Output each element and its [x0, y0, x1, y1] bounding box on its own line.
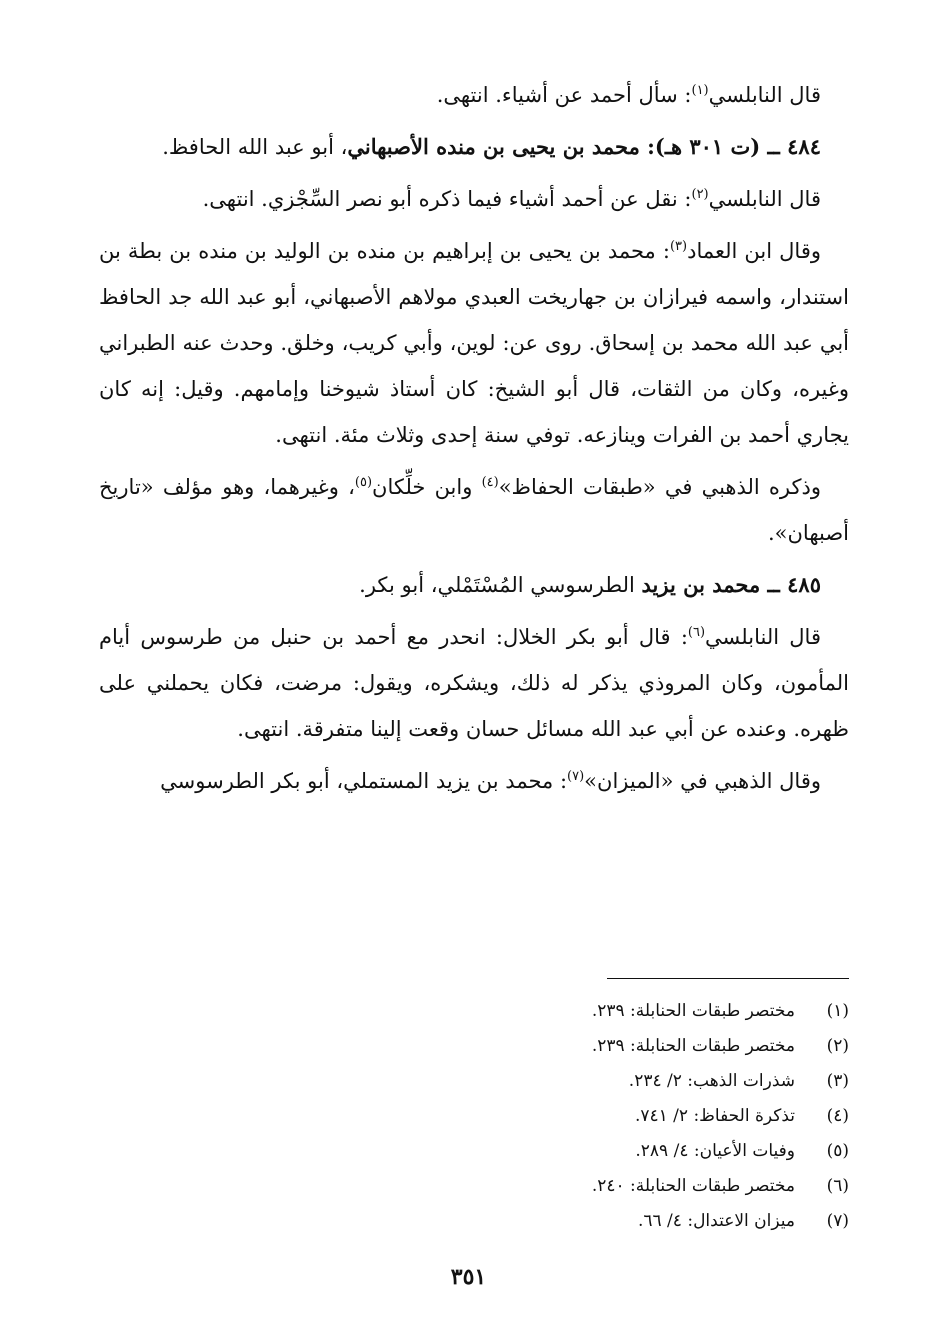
footnote-ref: (٥): [354, 475, 373, 490]
paragraph-p8: [99, 758, 849, 804]
paragraph-p3: [99, 176, 849, 222]
paragraph-text: قال النابلسي: [708, 83, 821, 107]
footnote-divider: [607, 978, 849, 979]
paragraph-text: قال النابلسي: [708, 187, 821, 211]
footnote-item: [329, 1099, 849, 1134]
paragraph-text: : نقل عن أحمد أشياء فيما ذكره أبو نصر السِّجْزي. انتهى.: [202, 187, 692, 211]
footnote-text: شذرات الذهب: ٢/ ٢٣٤.: [628, 1071, 795, 1091]
paragraph-p5: [99, 464, 849, 556]
footnote-item: [329, 1134, 849, 1169]
footnote-number: (٣): [826, 1071, 849, 1091]
footnote-item: [329, 1204, 849, 1239]
footnote-ref: (٢): [691, 187, 709, 202]
footnote-number: (٥): [826, 1141, 849, 1161]
paragraph-text: ، أبو عبد الله الحافظ.: [162, 135, 348, 159]
paragraph-p7: [99, 614, 849, 752]
footnote-item: [329, 1169, 849, 1204]
footnote-number: (٢): [826, 1036, 849, 1056]
entry-heading: ٤٨٥ ــ محمد بن يزيد: [641, 572, 821, 597]
footnote-ref: (٤): [481, 475, 499, 490]
paragraph-p6: [99, 562, 849, 608]
main-text: [99, 72, 849, 810]
footnote-text: ميزان الاعتدال: ٤/ ٦٦.: [637, 1211, 795, 1231]
footnote-item: [329, 1029, 849, 1064]
footnote-ref: (٦): [687, 625, 706, 640]
footnote-number: (٧): [826, 1211, 849, 1231]
footnote-text: تذكرة الحفاظ: ٢/ ٧٤١.: [634, 1106, 795, 1126]
entry-heading: ٤٨٤ ــ (ت ٣٠١ هـ): محمد بن يحيى بن منده الأصبهاني: [347, 134, 821, 159]
footnotes-list: [329, 994, 849, 1239]
paragraph-p4: [99, 228, 849, 458]
footnote-number: (٦): [826, 1176, 849, 1196]
paragraph-text: وذكره الذهبي في «طبقات الحفاظ»: [498, 475, 821, 499]
footnote-text: مختصر طبقات الحنابلة: ٢٣٩.: [591, 1001, 795, 1021]
paragraph-text: وابن خلِّكان: [372, 475, 482, 499]
paragraph-text: وقال الذهبي في «الميزان»: [584, 769, 821, 793]
paragraph-text: قال النابلسي: [705, 625, 821, 649]
paragraph-p2: [99, 124, 849, 170]
footnote-item: [329, 1064, 849, 1099]
footnote-number: (١): [826, 1001, 849, 1021]
paragraph-text: : محمد بن يزيد المستملي، أبو بكر الطرسوسي: [160, 769, 568, 793]
footnote-number: (٤): [826, 1106, 849, 1126]
footnote-text: مختصر طبقات الحنابلة: ٢٤٠.: [591, 1176, 795, 1196]
page-number: ٣٥١: [450, 1264, 487, 1290]
paragraph-text: : محمد بن يحيى بن إبراهيم بن منده بن الوليد بن منده بن بطة بن استندار، واسمه فيرازان بن جهاريخت العبدي مولاهم الأصبهاني، أبو عبد الله جد الحافظ أبي عبد الله محمد بن إسحاق. روى عن: لوين، وأبي كريب، وخلق. وحدث عنه الطبراني وغيره، وكان من الثقات، قال أبو الشيخ: كان أستاذ شيوخنا وإمامهم. وقيل: إنه كان يجاري أحمد بن الفرات وينازعه. توفي سنة إحدى وثلاث مئة. انتهى.: [99, 239, 849, 447]
paragraph-text: وقال ابن العماد: [687, 239, 822, 263]
paragraph-text: الطرسوسي المُسْتَمْلي، أبو بكر.: [359, 573, 642, 597]
paragraph-text: : قال أبو بكر الخلال: انحدر مع أحمد بن حنبل من طرسوس أيام المأمون، وكان المروذي يذكر له ذلك، ويشكره، ويقول: مرضت، فكان يحملني على ظهره. وعنده عن أبي عبد الله مسائل حسان وقعت إلينا متفرقة. انتهى.: [99, 625, 849, 741]
paragraph-p1: [99, 72, 849, 118]
footnote-ref: (٣): [669, 239, 688, 254]
footnote-item: [329, 994, 849, 1029]
paragraph-text: ، وغيرهما، وهو مؤلف «تاريخ أصبهان».: [99, 475, 849, 545]
footnote-text: وفيات الأعيان: ٤/ ٢٨٩.: [635, 1141, 795, 1161]
footnote-ref: (١): [691, 83, 709, 98]
footnote-text: مختصر طبقات الحنابلة: ٢٣٩.: [591, 1036, 795, 1056]
paragraph-text: : سأل أحمد عن أشياء. انتهى.: [436, 83, 692, 107]
footnote-ref: (٧): [567, 769, 585, 784]
